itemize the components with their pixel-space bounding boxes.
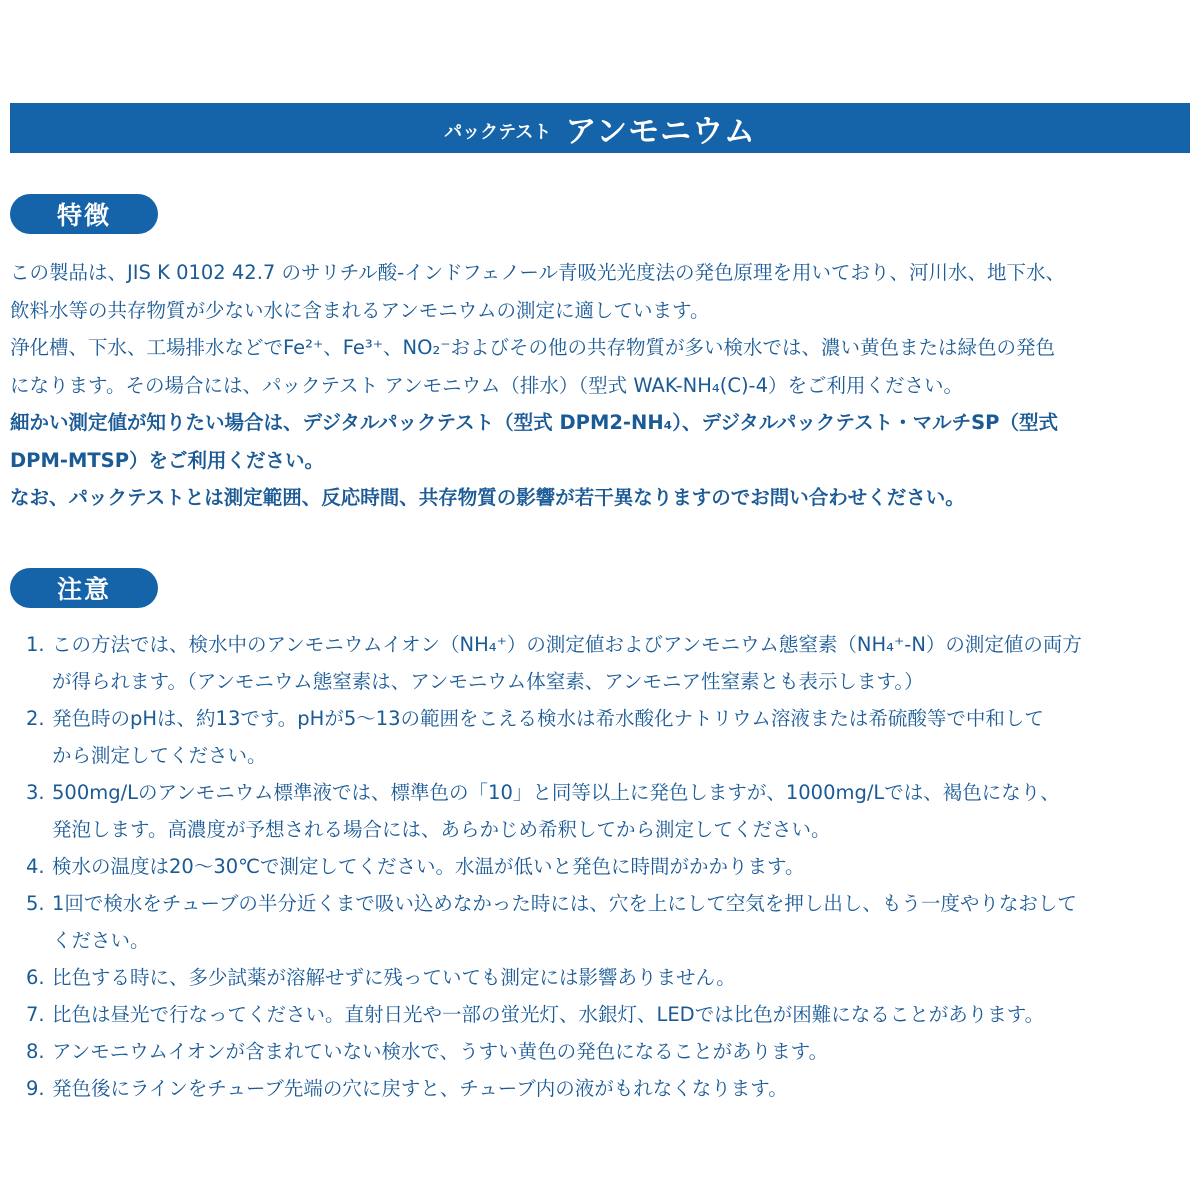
features-label: 特徴 [10, 194, 158, 234]
item-line: 比色は昼光で行なってください。直射日光や一部の蛍光灯、水銀灯、LEDでは比色が困難になることがあります。 [52, 1003, 1045, 1026]
item-line: 1回で検水をチューブの半分近くまで吸い込めなかった時には、穴を上にして空気を押し出し、もう一度やりなおして [52, 892, 1077, 915]
item-line: 比色する時に、多少試薬が溶解せずに残っていても測定には影響ありません。 [52, 966, 736, 989]
item-number: 5. [26, 892, 45, 915]
title-bar [10, 103, 1190, 153]
item-line: この方法では、検水中のアンモニウムイオン（NH₄⁺）の測定値およびアンモニウム態窒素（NH₄⁺-N）の測定値の両方 [52, 633, 1082, 656]
list-item [26, 774, 1194, 848]
list-item [26, 626, 1194, 700]
features-line: 飲料水等の共存物質が少ない水に含まれるアンモニウムの測定に適しています。 [10, 298, 710, 322]
item-number: 6. [26, 966, 45, 989]
page-title: アンモニウム [565, 113, 756, 150]
item-line: が得られます。（アンモニウム態窒素は、アンモニウム体窒素、アンモニア性窒素とも表示します。） [52, 670, 924, 693]
list-item [26, 885, 1194, 959]
item-number: 4. [26, 855, 45, 878]
item-line: 発色時のpHは、約13です。pHが5～13の範囲をこえる検水は希水酸化ナトリウム溶液または希硫酸等で中和して [52, 707, 1044, 730]
features-bold-line: 細かい測定値が知りたい場合は、デジタルパックテスト（型式 DPM2-NH₄）、デジタルパックテスト・マルチSP（型式 [10, 411, 1058, 434]
list-item [26, 959, 1194, 996]
list-item [26, 700, 1194, 774]
item-number: 1. [26, 633, 45, 656]
features-bold-line: なお、パックテストとは測定範囲、反応時間、共存物質の影響が若干異なりますのでお問い合わせください。 [10, 486, 965, 509]
item-line: 発色後にラインをチューブ先端の穴に戻すと、チューブ内の液がもれなくなります。 [52, 1077, 788, 1100]
list-item [26, 1033, 1194, 1070]
features-bold-line: DPM-MTSP）をご利用ください。 [10, 448, 325, 472]
cautions-list [26, 626, 1194, 1107]
list-item [26, 848, 1194, 885]
item-line: 500mg/Lのアンモニウム標準液では、標準色の「10」と同等以上に発色しますが、1000mg/Lでは、褐色になり、 [52, 781, 1060, 804]
item-number: 9. [26, 1077, 45, 1100]
item-number: 2. [26, 707, 45, 730]
item-number: 3. [26, 781, 45, 804]
cautions-label: 注意 [10, 568, 158, 608]
item-line: アンモニウムイオンが含まれていない検水で、うすい黄色の発色になることがあります。 [52, 1040, 829, 1063]
features-text [10, 254, 1195, 517]
features-line: 浄化槽、下水、工場排水などでFe²⁺、Fe³⁺、NO₂⁻およびその他の共存物質が多い検水では、濃い黄色または緑色の発色 [10, 336, 1056, 359]
list-item [26, 1070, 1194, 1107]
list-item [26, 996, 1194, 1033]
item-line: から測定してください。 [52, 744, 267, 767]
item-number: 8. [26, 1040, 45, 1063]
title-subtitle: パックテスト [444, 122, 552, 143]
item-line: 検水の温度は20～30℃で測定してください。水温が低いと発色に時間がかかります。 [52, 855, 805, 878]
features-line: この製品は、JIS K 0102 42.7 のサリチル酸-インドフェノール青吸光光度法の発色原理を用いており、河川水、地下水、 [10, 261, 1066, 284]
item-line: 発泡します。高濃度が予想される場合には、あらかじめ希釈してから測定してください。 [52, 818, 831, 841]
features-line: になります。その場合には、パックテスト アンモニウム（排水）（型式 WAK-NH₄(C)-4）をご利用ください。 [10, 373, 964, 397]
item-line: ください。 [52, 929, 150, 952]
item-number: 7. [26, 1003, 45, 1026]
